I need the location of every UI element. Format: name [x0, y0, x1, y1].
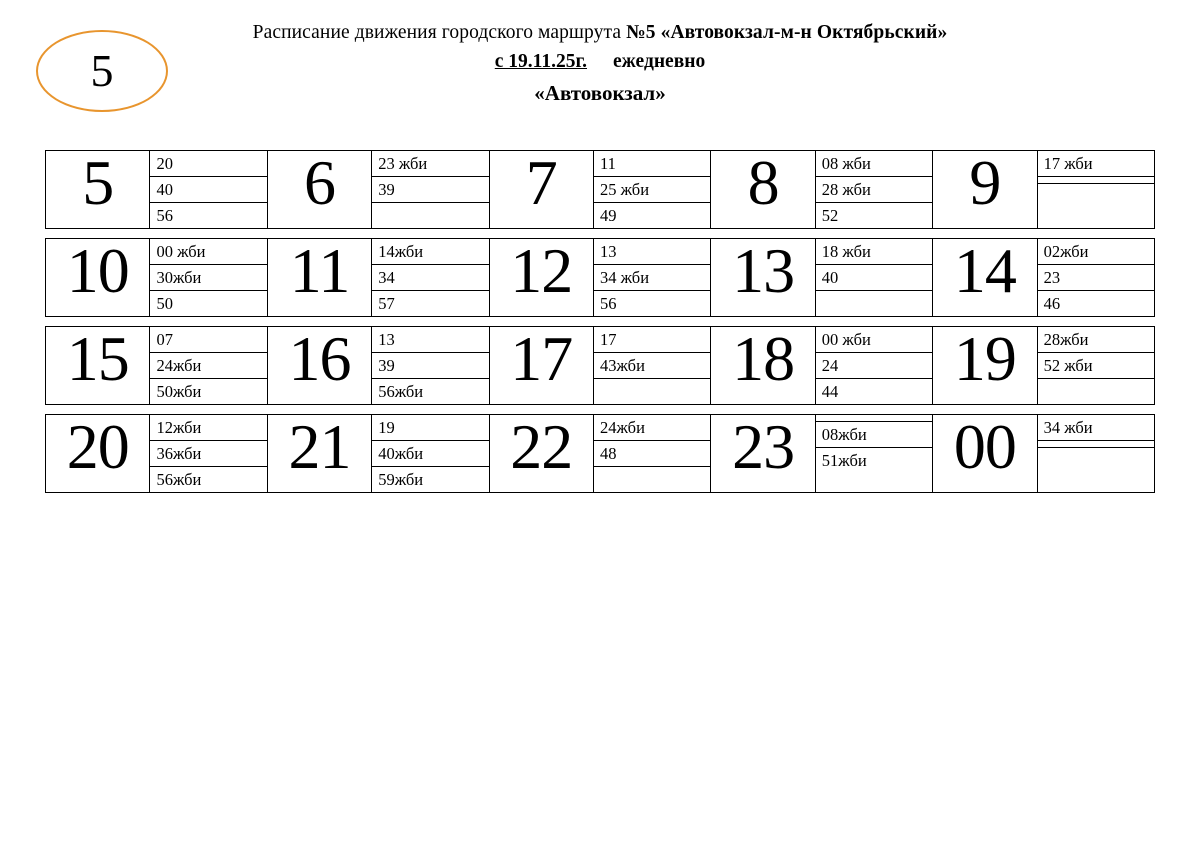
minutes-cell [150, 239, 267, 317]
route-number-badge [36, 30, 168, 112]
minute-entry: 14жби [372, 239, 488, 265]
minute-entry [816, 291, 932, 298]
minute-entry: 30жби [150, 265, 266, 291]
minute-entry [1038, 379, 1154, 386]
table-row [46, 415, 1155, 493]
minutes-cell [150, 327, 267, 405]
minute-entry: 34 жби [594, 265, 710, 291]
minutes-cell [1037, 327, 1154, 405]
minute-entry: 28 жби [816, 177, 932, 203]
minute-entry [372, 203, 488, 210]
minute-entry: 59жби [378, 470, 424, 489]
minute-entry: 57 [378, 294, 395, 313]
minutes-cell [815, 151, 932, 229]
hour-cell: 15 [46, 327, 150, 405]
hour-cell: 23 [711, 415, 815, 493]
minutes-cell [594, 327, 711, 405]
hour-cell: 11 [267, 239, 371, 317]
minute-entry: 40 [150, 177, 266, 203]
minutes-cell [372, 239, 489, 317]
table-row [46, 151, 1155, 229]
hour-cell: 16 [267, 327, 371, 405]
minute-entry: 56 [600, 294, 617, 313]
minutes-cell [372, 151, 489, 229]
table-row [46, 327, 1155, 405]
minute-entry: 11 [594, 151, 710, 177]
minutes-cell [372, 327, 489, 405]
minute-entry: 56жби [378, 382, 424, 401]
title-line-date [0, 49, 1200, 75]
hour-cell: 5 [46, 151, 150, 229]
hour-cell: 14 [933, 239, 1037, 317]
minute-entry: 51жби [821, 451, 867, 470]
minute-entry: 24жби [594, 415, 710, 441]
minutes-cell [815, 327, 932, 405]
minutes-cell [1037, 415, 1154, 493]
minute-entry: 50жби [156, 382, 202, 401]
schedule-table [45, 147, 1155, 493]
document-header [0, 0, 1200, 106]
minutes-cell [815, 239, 932, 317]
minute-entry: 25 жби [594, 177, 710, 203]
minute-entry: 08жби [816, 422, 932, 448]
table-row [46, 239, 1155, 317]
minutes-cell [150, 415, 267, 493]
minute-entry: 17 [594, 327, 710, 353]
hour-cell: 19 [933, 327, 1037, 405]
minute-entry: 56жби [156, 470, 202, 489]
minute-entry: 13 [594, 239, 710, 265]
minute-entry: 00 жби [150, 239, 266, 265]
minute-entry: 08 жби [816, 151, 932, 177]
minute-entry: 34 жби [1038, 415, 1154, 441]
hour-cell: 9 [933, 151, 1037, 229]
title-prefix: Расписание движения городского маршрута [252, 22, 627, 43]
title-route-name: №5 «Автовокзал-м-н Октябрьский» [626, 22, 948, 43]
minute-entry: 39 [372, 177, 488, 203]
minute-entry: 43жби [594, 353, 710, 379]
minutes-cell [815, 415, 932, 493]
effective-date: с 19.11.25г. [494, 51, 588, 72]
minute-entry: 07 [150, 327, 266, 353]
minutes-cell [594, 151, 711, 229]
route-number: 5 [90, 45, 114, 96]
minute-entry: 52 жби [1038, 353, 1154, 379]
minute-entry: 24 [816, 353, 932, 379]
minute-entry: 02жби [1038, 239, 1154, 265]
minute-entry: 52 [821, 206, 839, 225]
minute-entry: 56 [156, 206, 173, 225]
minute-entry [594, 467, 710, 474]
frequency-label: ежедневно [613, 51, 706, 72]
minute-entry: 50 [156, 294, 173, 313]
minute-entry: 44 [821, 382, 839, 401]
minute-entry: 49 [600, 206, 617, 225]
hour-cell: 10 [46, 239, 150, 317]
minutes-cell [1037, 239, 1154, 317]
hour-cell: 12 [489, 239, 593, 317]
minutes-cell [150, 151, 267, 229]
minute-entry: 20 [150, 151, 266, 177]
minute-entry [1038, 448, 1154, 455]
minute-entry: 17 жби [1038, 151, 1154, 177]
minute-entry: 23 [1038, 265, 1154, 291]
minute-entry: 13 [372, 327, 488, 353]
hour-cell: 18 [711, 327, 815, 405]
minute-entry: 39 [372, 353, 488, 379]
minute-entry: 46 [1043, 294, 1061, 313]
hour-cell: 8 [711, 151, 815, 229]
minute-entry [594, 379, 710, 386]
minute-entry: 48 [594, 441, 710, 467]
hour-cell: 13 [711, 239, 815, 317]
minute-entry: 23 жби [372, 151, 488, 177]
minute-entry: 00 жби [816, 327, 932, 353]
minute-entry: 24жби [150, 353, 266, 379]
minute-entry: 34 [372, 265, 488, 291]
hour-cell: 6 [267, 151, 371, 229]
minutes-cell [1037, 151, 1154, 229]
schedule-body [46, 147, 1155, 493]
minute-entry: 18 жби [816, 239, 932, 265]
minute-entry: 12жби [150, 415, 266, 441]
hour-cell: 20 [46, 415, 150, 493]
title-line-route [0, 20, 1200, 46]
stop-name: «Автовокзал» [534, 81, 666, 105]
hour-cell: 21 [267, 415, 371, 493]
hour-cell: 22 [489, 415, 593, 493]
hour-cell: 7 [489, 151, 593, 229]
hour-cell: 17 [489, 327, 593, 405]
minute-entry: 28жби [1038, 327, 1154, 353]
minute-entry: 19 [372, 415, 488, 441]
minutes-cell [594, 239, 711, 317]
minute-entry [1038, 184, 1154, 191]
minute-entry: 40 [816, 265, 932, 291]
minutes-cell [594, 415, 711, 493]
minute-entry [1038, 177, 1154, 184]
hour-cell: 00 [933, 415, 1037, 493]
minute-entry: 36жби [150, 441, 266, 467]
minute-entry [1038, 441, 1154, 448]
minute-entry: 40жби [372, 441, 488, 467]
minutes-cell [372, 415, 489, 493]
